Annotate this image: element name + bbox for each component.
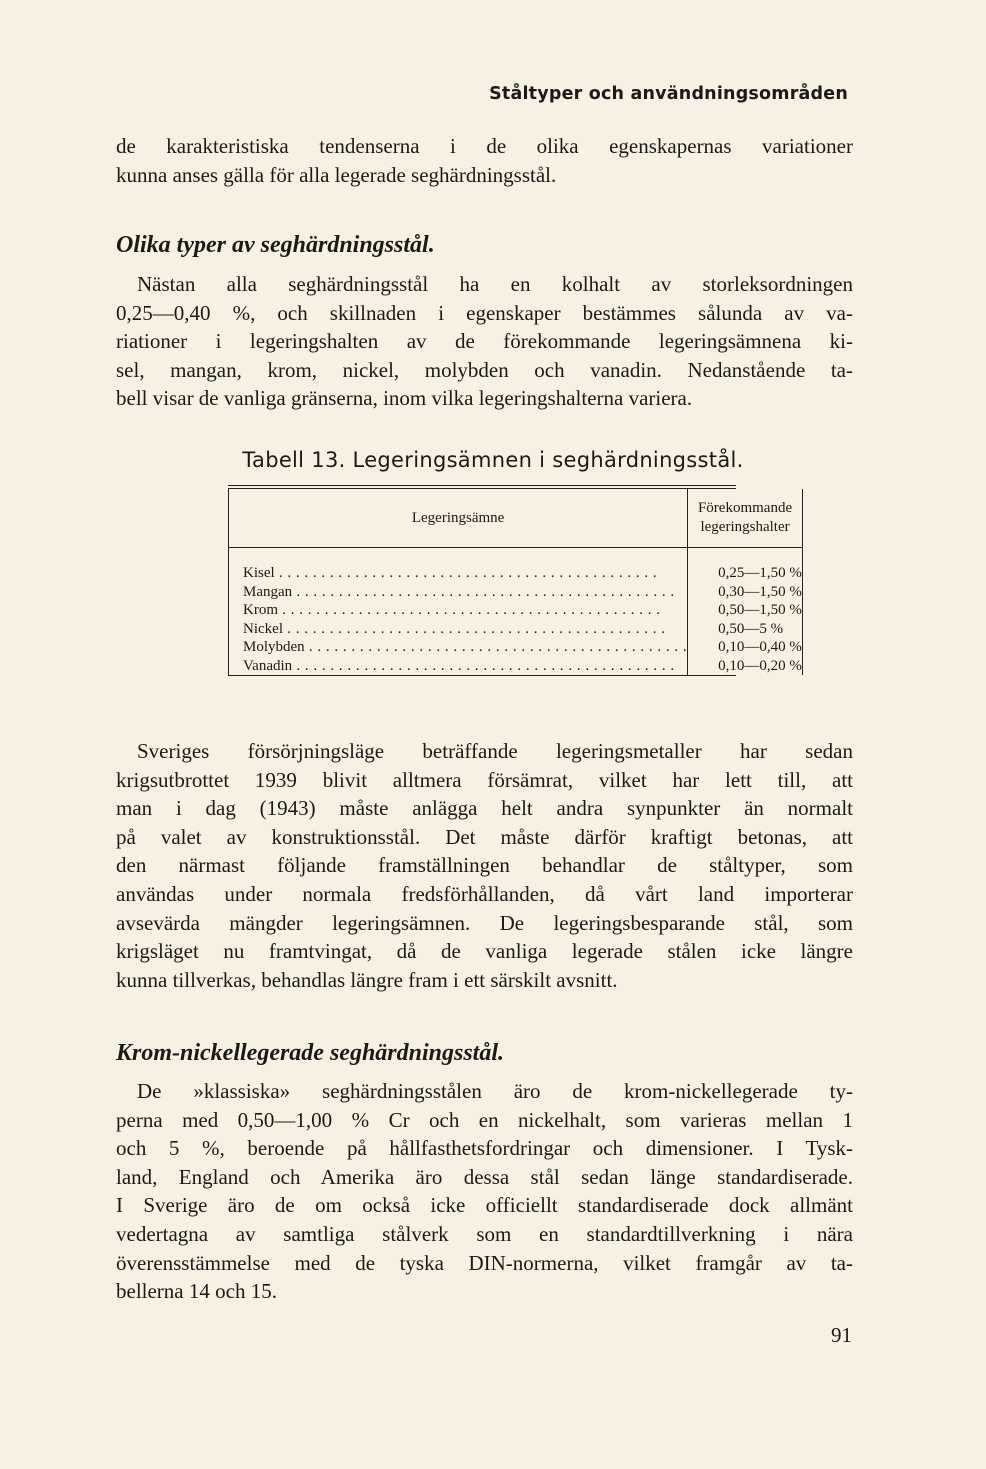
table-bottom-rule [228, 675, 736, 676]
alloy-name: Nickel . . . [243, 621, 665, 637]
table-row [229, 601, 803, 620]
table-row [229, 657, 803, 676]
table-caption: Tabell 13. Legeringsämnen i seghärdningsstål. [242, 448, 744, 472]
table-header-row [229, 489, 803, 548]
alloy-name: Vanadin . . . [243, 658, 675, 674]
text-line: kunna tillverkas, behandlas längre fram i ett särskilt avsnitt. [116, 967, 618, 992]
alloy-value: 0,50—1,50 % [688, 601, 803, 620]
text-line: De »klassiska» seghärdningsstålen äro de krom-nickellegerade ty- [137, 1079, 853, 1103]
intro-paragraph [116, 132, 853, 189]
header-right-line2: legeringshalter [700, 519, 790, 535]
table-row [229, 620, 803, 639]
section-heading-krom-nickel: Krom-nickellegerade seghärdningsstål. [116, 1040, 505, 1066]
alloy-name: Mangan . . . [243, 584, 675, 600]
text-line: och 5 %, beroende på hållfasthetsfordringar och dimensioner. I Tysk- [116, 1136, 853, 1161]
table-spacer-row [229, 548, 803, 565]
alloy-value: 0,50—5 % [688, 620, 803, 639]
text-line: I Sverige äro de om också icke officiellt standardiserade dock allmänt [116, 1193, 853, 1218]
alloy-value: 0,30—1,50 % [688, 583, 803, 602]
header-legeringsamne: Legeringsämne [229, 489, 688, 548]
header-right-line1: Förekommande [697, 500, 793, 516]
table-row [229, 638, 803, 657]
text-line: överensstämmelse med de tyska DIN-normerna, vilket framgår av ta- [116, 1250, 853, 1275]
text-line: vedertagna av samtliga stålverk som en standardtillverkning i nära [116, 1221, 853, 1246]
text-line: krigsläget nu framtvingat, då de vanliga legerade stålen icke längre [116, 939, 853, 964]
text-line: krigsutbrottet 1939 blivit alltmera försämrat, vilket har lett till, att [116, 767, 853, 792]
text-line: man i dag (1943) måste anlägga helt andra synpunkter än normalt [116, 796, 853, 821]
alloy-value: 0,10—0,40 % [688, 638, 803, 657]
text-line: land, England och Amerika äro dessa stål sedan länge standardiserade. [116, 1164, 853, 1189]
text-line: användas under normala fredsförhållanden, då vårt land importerar [116, 881, 853, 906]
alloy-value: 0,10—0,20 % [688, 657, 803, 676]
alloy-value: 0,25—1,50 % [688, 564, 803, 583]
text-line: riationer i legeringshalten av de förekommande legeringsämnena ki- [116, 329, 853, 354]
alloy-name: Krom . . . [243, 602, 661, 618]
page-number: 91 [831, 1323, 852, 1347]
header-forekommande [688, 489, 803, 548]
alloy-table [228, 485, 802, 676]
text-line: Sveriges försörjningsläge beträffande legeringsmetaller har sedan [137, 739, 853, 763]
text-line: bell visar de vanliga gränserna, inom vilka legeringshalterna variera. [116, 386, 693, 411]
section2-paragraph [116, 1077, 853, 1306]
section1-paragraph [116, 270, 853, 413]
text-line: kunna anses gälla för alla legerade seghärdningsstål. [116, 162, 557, 187]
alloy-name: Kisel . . . [243, 565, 657, 581]
alloy-table-grid [228, 489, 803, 675]
text-line: 0,25—0,40 %, och skillnaden i egenskaper bestämmes sålunda av va- [116, 300, 853, 325]
paragraph-forsorjningslage [116, 737, 853, 994]
text-line: avsevärda mängder legeringsämnen. De legeringsbesparande stål, som [116, 910, 853, 935]
text-line: den närmast följande framställningen behandlar de ståltyper, som [116, 853, 853, 878]
text-line: perna med 0,50—1,00 % Cr och en nickelhalt, som varieras mellan 1 [116, 1107, 853, 1132]
alloy-name: Molybden . . . [243, 639, 687, 655]
running-head: Ståltyper och användningsområden [489, 84, 848, 104]
text-line: Nästan alla seghärdningsstål ha en kolhalt av storleksordningen [137, 272, 853, 296]
table-row [229, 583, 803, 602]
section-heading-olika-typer: Olika typer av seghärdningsstål. [116, 232, 435, 258]
table-row [229, 564, 803, 583]
text-line: på valet av konstruktionsstål. Det måste därför kraftigt betonas, att [116, 824, 853, 849]
text-line: sel, mangan, krom, nickel, molybden och vanadin. Nedanstående ta- [116, 357, 853, 382]
text-line: de karakteristiska tendenserna i de olika egenskapernas variationer [116, 134, 853, 158]
text-line: bellerna 14 och 15. [116, 1279, 277, 1304]
